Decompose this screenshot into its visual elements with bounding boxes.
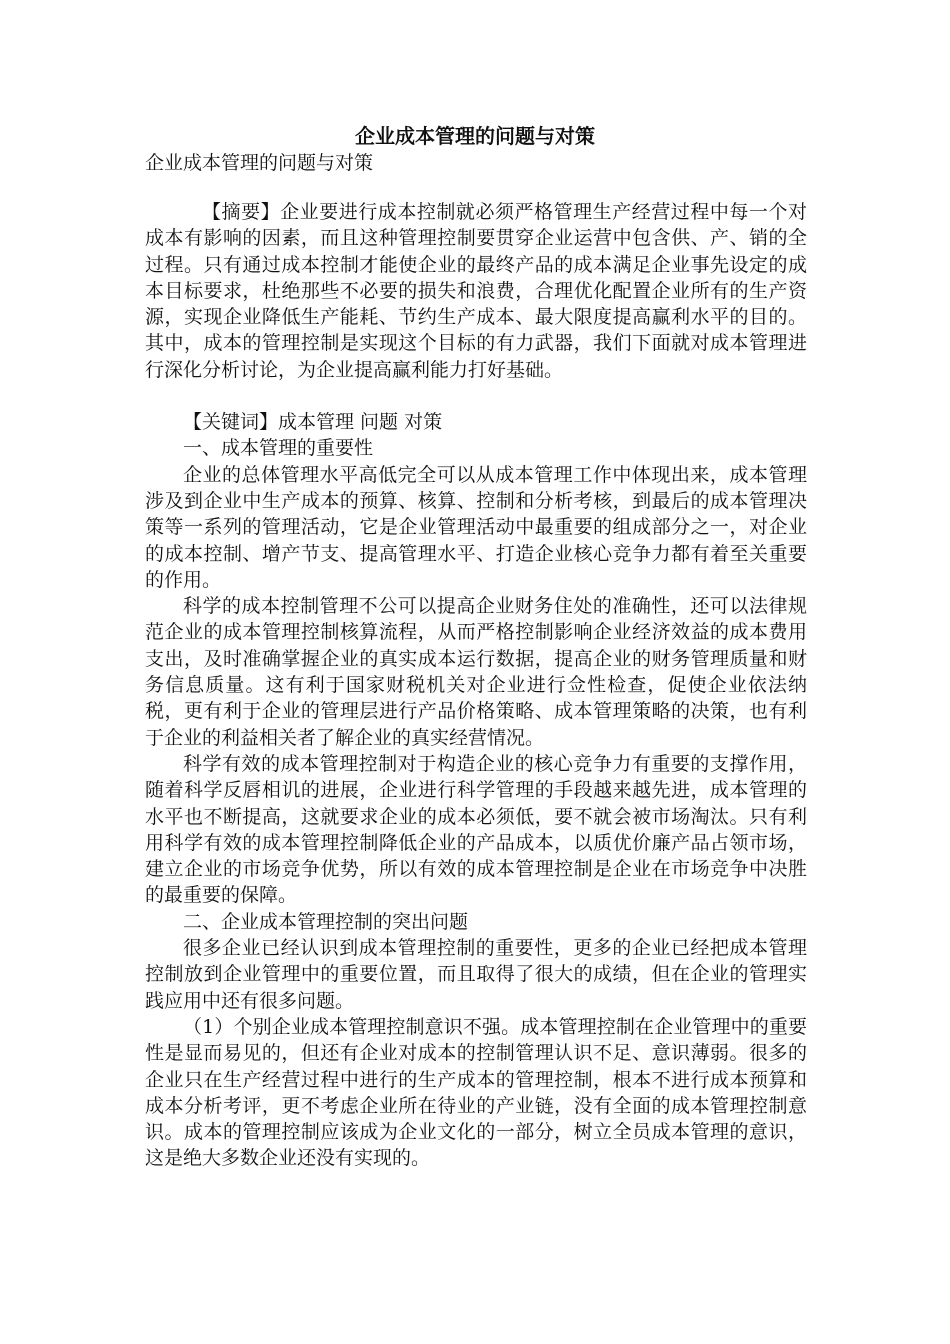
section1-paragraph-3: 科学有效的成本管理控制对于构造企业的核心竞争力有重要的支撑作用，随着科学反唇相讥的进展，企业进行科学管理的手段越来越先进，成本管理的水平也不断提高，这就要求企业的成本必须低，要不就会被市场淘汰。只有利用科学有效的成本管理控制降低企业的产品成本，以质优价廉产品占领市场，建立企业的市场竞争优势，所以有效的成本管理控制是企业在市场竞争中决胜的最重要的保障。 [145,752,807,907]
document-subtitle: 企业成本管理的问题与对策 [145,152,374,174]
section-heading-1: 一、成本管理的重要性 [183,437,374,460]
paragraph-gap [145,383,807,409]
section1-paragraph-1: 企业的总体管理水平高低完全可以从成本管理工作中体现出来，成本管理涉及到企业中生产成本的预算、核算、控制和分析考核，到最后的成本管理决策等一系列的管理活动，它是企业管理活动中最重要的组成部分之一，对企业的成本控制、增产节支、提高管理水平、打造企业核心竞争力都有着至关重要的作用。 [145,463,807,591]
document-body [145,199,807,1172]
section2-paragraph-2: （1）个别企业成本管理控制意识不强。成本管理控制在企业管理中的重要性是显而易见的，但还有企业对成本的控制管理认识不足、意识薄弱。很多的企业只在生产经营过程中进行的生产成本的管理控制，根本不进行成本预算和成本分析考评，更不考虑企业所在待业的产业链，没有全面的成本管理控制意识。成本的管理控制应该成为企业文化的一部分，树立全员成本管理的意识，这是绝大多数企业还没有实现的。 [145,1015,807,1170]
keywords-line: 【关键词】成本管理 问题 对策 [183,411,443,434]
abstract-paragraph: 【摘要】企业要进行成本控制就必须严格管理生产经营过程中每一个对成本有影响的因素，而且这种管理控制要贯穿企业运营中包含供、产、销的全过程。只有通过成本控制才能使企业的最终产品的成本满足企业事先设定的成本目标要求，杜绝那些不必要的损失和浪费，合理优化配置企业所有的生产资源，实现企业降低生产能耗、节约生产成本、最大限度提高赢利水平的目的。其中，成本的管理控制是实现这个目标的有力武器，我们下面就对成本管理进行深化分析讨论，为企业提高赢利能力打好基础。 [145,201,807,381]
section2-paragraph-1: 很多企业已经认识到成本管理控制的重要性，更多的企业已经把成本管理控制放到企业管理中的重要位置，而且取得了很大的成绩，但在企业的管理实践应用中还有很多问题。 [145,937,807,1012]
section-heading-2: 二、企业成本管理控制的突出问题 [183,910,469,933]
section1-paragraph-2: 科学的成本控制管理不公可以提高企业财务住处的准确性，还可以法律规范企业的成本管理控制核算流程，从而严格控制影响企业经济效益的成本费用支出，及时准确掌握企业的真实成本运行数据，提高企业的财务管理质量和财务信息质量。这有利于国家财税机关对企业进行佥性检查，促使企业依法纳税，更有利于企业的管理层进行产品价格策略、成本管理策略的决策，也有利于企业的利益相关者了解企业的真实经营情况。 [145,595,807,749]
document-title: 企业成本管理的问题与对策 [355,124,595,148]
